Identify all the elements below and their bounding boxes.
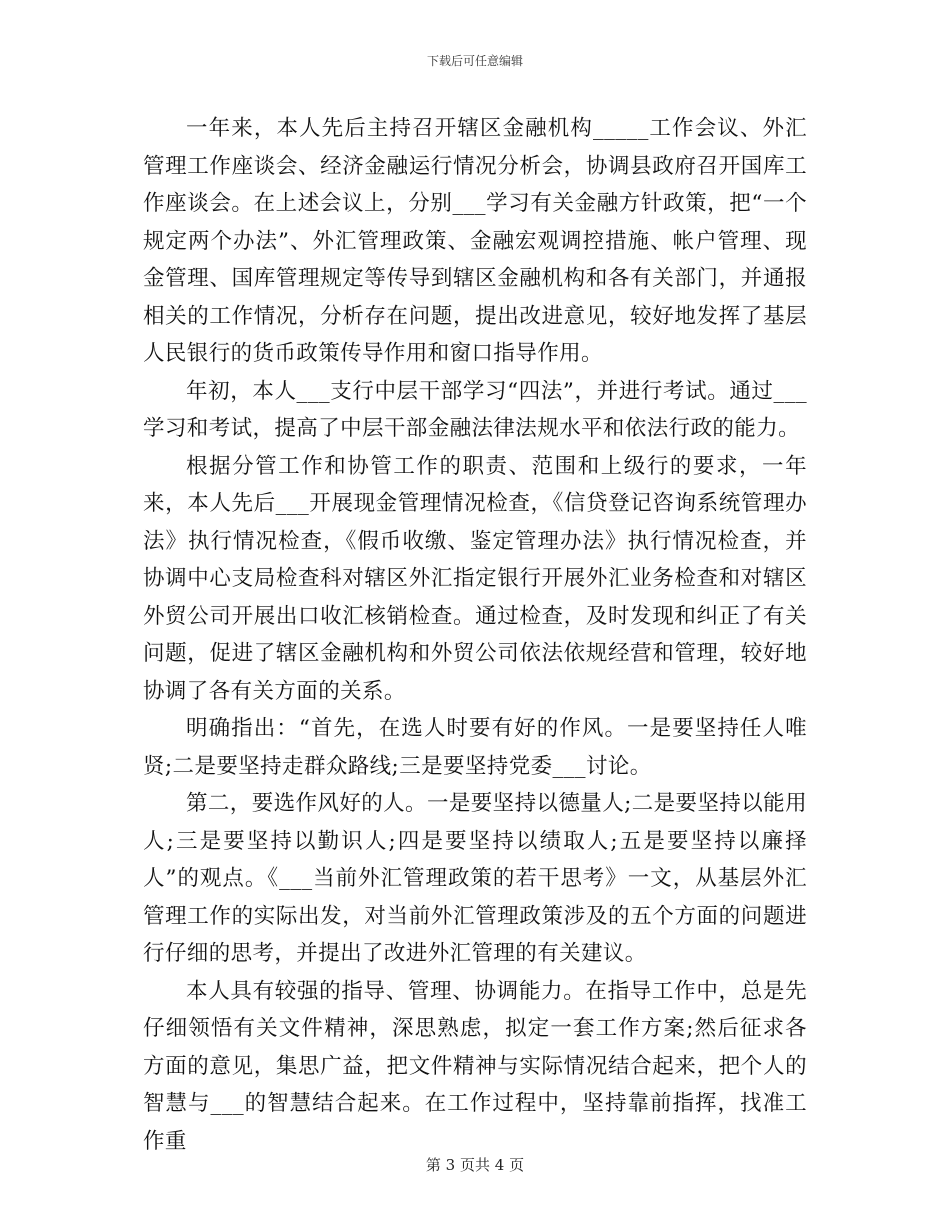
paragraph-inspections: 根据分管工作和协管工作的职责、范围和上级行的要求，一年来，本人先后___开展现金管理情况检查，《信贷登记咨询系统管理办法》执行情况检查，《假币收缴、鉴定管理办法》执行情况检查，并协调中心支局检查科对辖区外汇指定银行开展外汇业务检查和对辖区外贸公司开展出口收汇核销检查。通过检查，及时发现和纠正了有关问题，促进了辖区金融机构和外贸公司依法依规经营和管理，较好地协调了各有关方面的关系。: [143, 453, 807, 704]
paragraph-training: 年初，本人___支行中层干部学习“四法”，并进行考试。通过___学习和考试，提高了中层干部金融法律法规水平和依法行政的能力。: [143, 378, 807, 441]
paragraph-abilities: 本人具有较强的指导、管理、协调能力。在指导工作中，总是先仔细领悟有关文件精神，深思熟虑，拟定一套工作方案;然后征求各方面的意见，集思广益，把文件精神与实际情况结合起来，把个人的智慧与___的智慧结合起来。在工作过程中，坚持靠前指挥，找准工作重: [143, 978, 807, 1154]
paragraph-meetings: 一年来，本人先后主持召开辖区金融机构_____工作会议、外汇管理工作座谈会、经济金融运行情况分析会，协调县政府召开国库工作座谈会。在上述会议上，分别___学习有关金融方针政策，把“一个规定两个办法”、外汇管理政策、金融宏观调控措施、帐户管理、现金管理、国库管理规定等传导到辖区金融机构和各有关部门，并通报相关的工作情况，分析存在问题，提出改进意见，较好地发挥了基层人民银行的货币政策传导作用和窗口指导作用。: [143, 116, 807, 366]
document-body: [143, 110, 807, 1160]
page-header: 下载后可任意编辑: [426, 54, 523, 68]
paragraph-selection-style: 明确指出：“首先，在选人时要有好的作风。一是要坚持任人唯贤;二是要坚持走群众路线;三是要坚持党委___讨论。: [143, 716, 807, 779]
page-number: 第 3 页共 4 页: [425, 1156, 525, 1174]
paragraph-second-point: 第二，要选作风好的人。一是要坚持以德量人;二是要坚持以能用人;三是要坚持以勤识人;四是要坚持以绩取人;五是要坚持以廉择人”的观点。《___当前外汇管理政策的若干思考》一文，从基层外汇管理工作的实际出发，对当前外汇管理政策涉及的五个方面的问题进行仔细的思考，并提出了改进外汇管理的有关建议。: [143, 791, 807, 966]
